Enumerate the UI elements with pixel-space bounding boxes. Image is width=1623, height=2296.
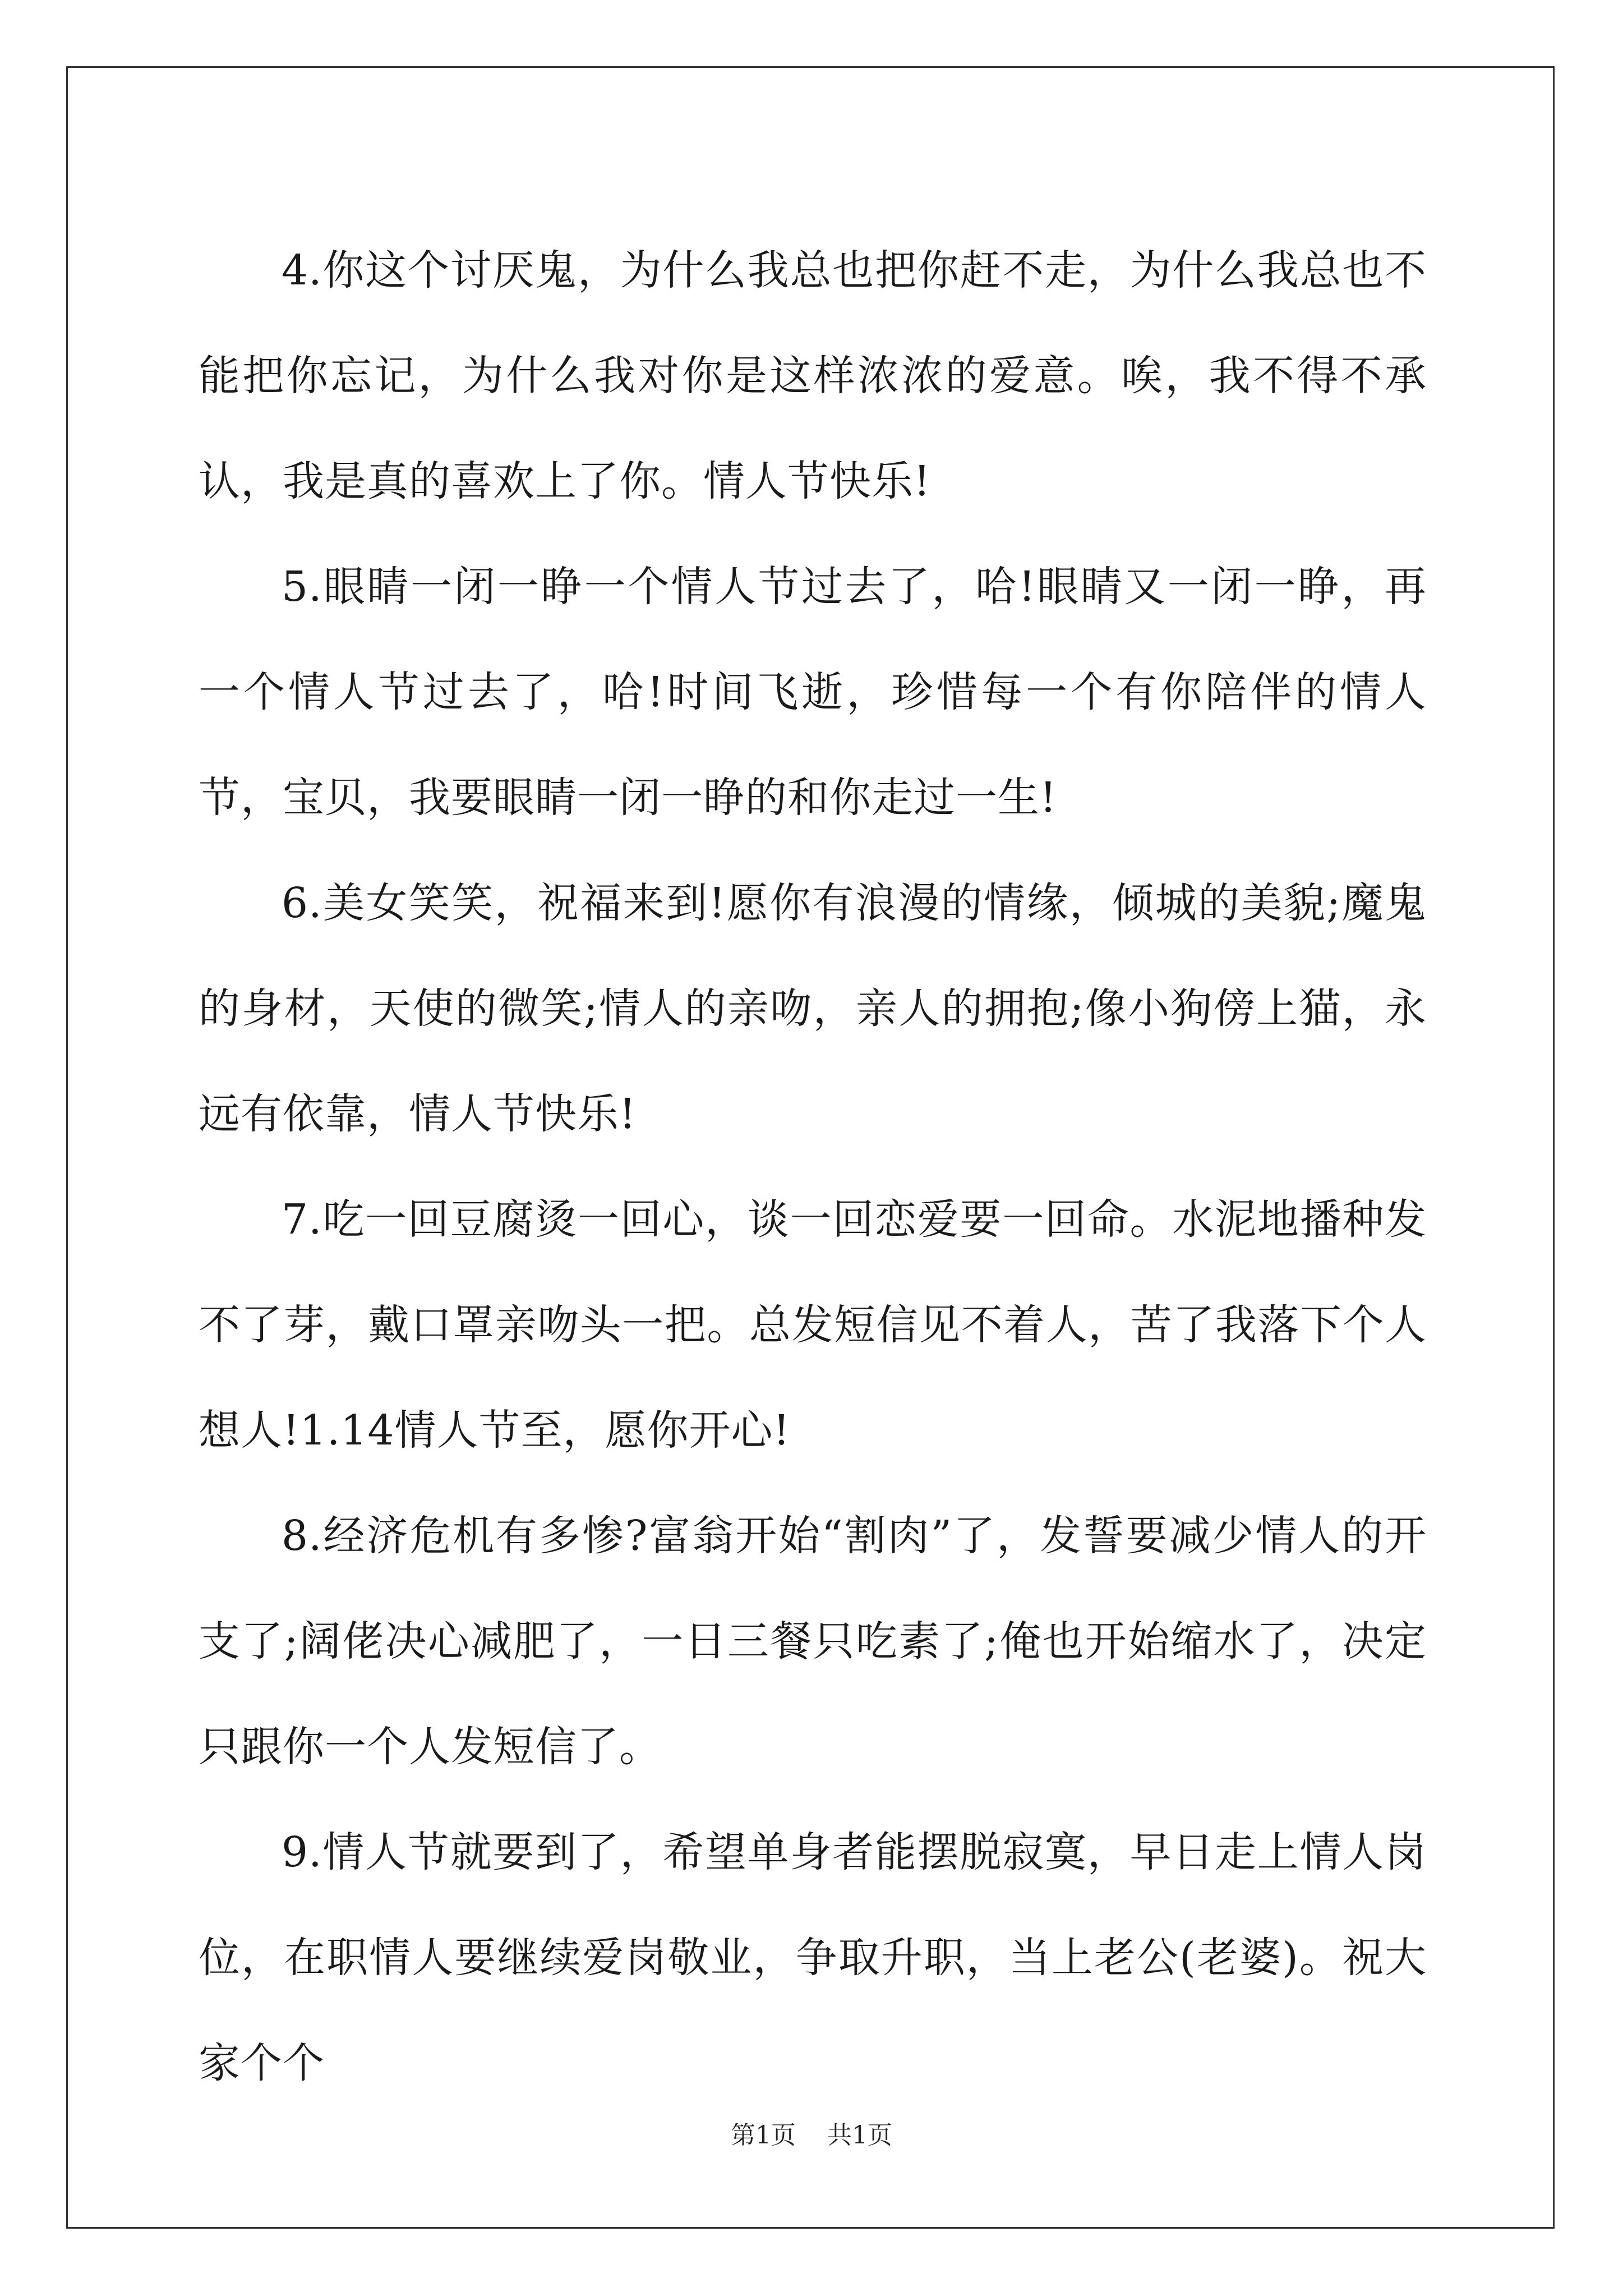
page-footer: [0, 2115, 1623, 2151]
paragraph-8: 8.经济危机有多惨?富翁开始“割肉”了，发誓要减少情人的开支了;阔佬决心减肥了，一日三餐只吃素了;俺也开始缩水了，决定只跟你一个人发短信了。: [199, 1512, 1427, 1771]
paragraph-7: 7.吃一回豆腐烫一回心，谈一回恋爱要一回命。水泥地播种发不了芽，戴口罩亲吻头一把。总发短信见不着人，苦了我落下个人想人!1.14情人节至，愿你开心!: [199, 1195, 1427, 1455]
document-body: [199, 218, 1427, 2116]
page-number: 第1页: [731, 2121, 796, 2150]
page-total: 共1页: [827, 2121, 892, 2150]
paragraph-4: 4.你这个讨厌鬼，为什么我总也把你赶不走，为什么我总也不能把你忘记，为什么我对你是这样浓浓的爱意。唉，我不得不承认，我是真的喜欢上了你。情人节快乐!: [199, 246, 1427, 505]
paragraph-5: 5.眼睛一闭一睁一个情人节过去了，哈!眼睛又一闭一睁，再一个情人节过去了，哈!时间飞逝，珍惜每一个有你陪伴的情人节，宝贝，我要眼睛一闭一睁的和你走过一生!: [199, 563, 1427, 822]
paragraph-6: 6.美女笑笑，祝福来到!愿你有浪漫的情缘，倾城的美貌;魔鬼的身材，天使的微笑;情人的亲吻，亲人的拥抱;像小狗傍上猫，永远有依靠，情人节快乐!: [199, 879, 1427, 1138]
paragraph-9: 9.情人节就要到了，希望单身者能摆脱寂寞，早日走上情人岗位，在职情人要继续爱岗敬业，争取升职，当上老公(老婆)。祝大家个个: [199, 1828, 1427, 2087]
